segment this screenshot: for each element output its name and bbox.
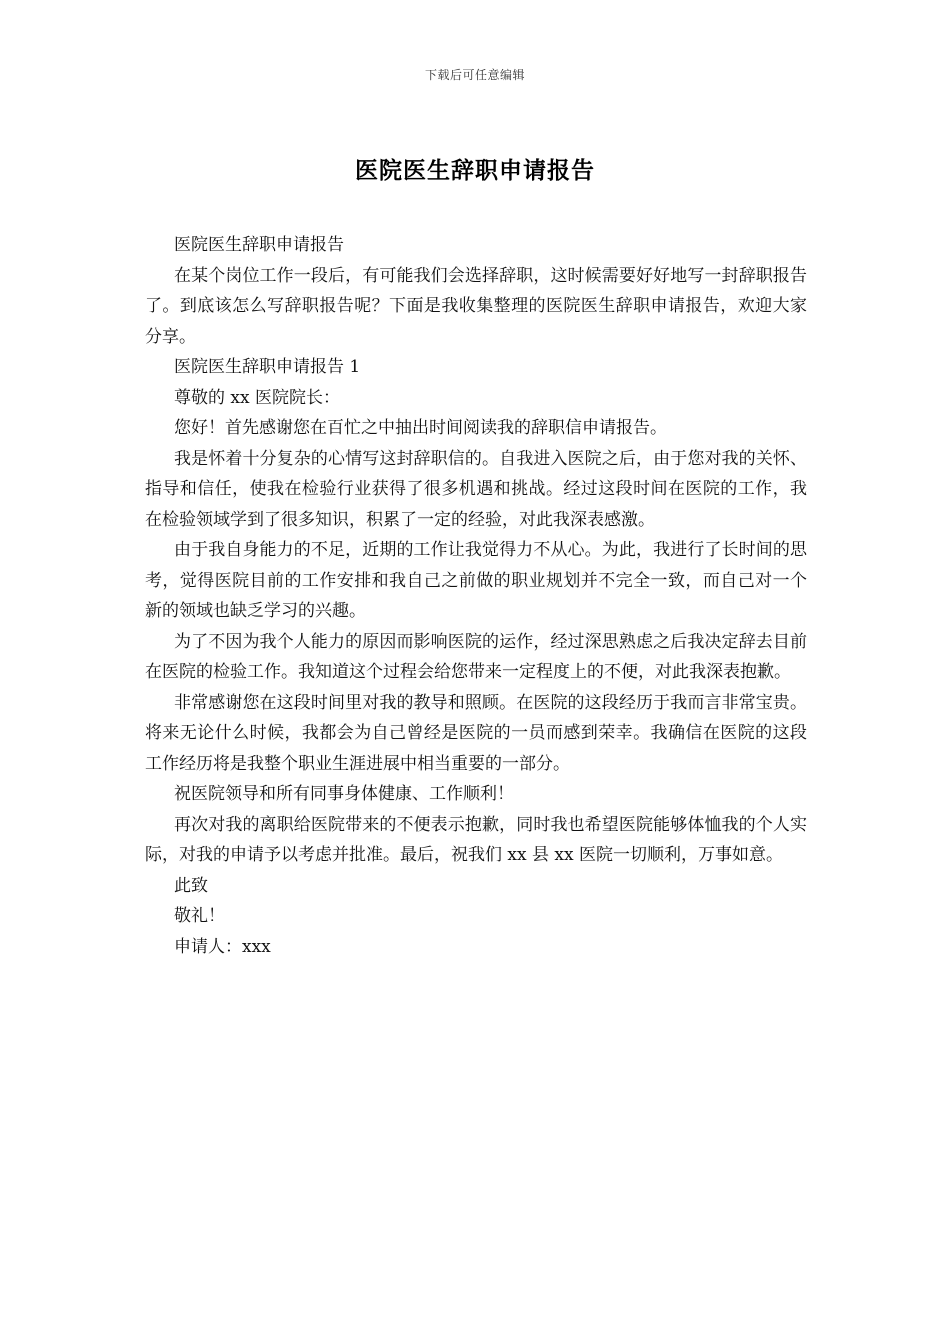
paragraph: 此致 <box>174 875 208 896</box>
paragraph: 敬礼！ <box>174 906 225 926</box>
paragraph: 您好！首先感谢您在百忙之中抽出时间阅读我的辞职信申请报告。 <box>174 418 667 438</box>
paragraph: 在某个岗位工作一段后，有可能我们会选择辞职，这时候需要好好地写一封辞职报告了。到底该怎么写辞职报告呢？下面是我收集整理的医院医生辞职申请报告，欢迎大家分享。 <box>145 265 807 347</box>
paragraph: 非常感谢您在这段时间里对我的教导和照顾。在医院的这段经历于我而言非常宝贵。将来无论什么时候，我都会为自己曾经是医院的一员而感到荣幸。我确信在医院的这段工作经历将是我整个职业生涯进展中相当重要的一部分。 <box>145 692 807 774</box>
paragraph: 医院医生辞职申请报告 1 <box>174 357 361 377</box>
paragraph: 我是怀着十分复杂的心情写这封辞职信的。自我进入医院之后，由于您对我的关怀、指导和信任，使我在检验行业获得了很多机遇和挑战。经过这段时间在医院的工作，我在检验领域学到了很多知识，积累了一定的经验，对此我深表感激。 <box>145 448 807 530</box>
document-body <box>145 230 807 962</box>
header-note: 下载后可任意编辑 <box>424 68 525 82</box>
paragraph: 医院医生辞职申请报告 <box>174 235 344 255</box>
paragraph: 再次对我的离职给医院带来的不便表示抱歉，同时我也希望医院能够体恤我的个人实际，对我的申请予以考虑并批准。最后，祝我们 xx 县 xx 医院一切顺利，万事如意。 <box>145 814 807 865</box>
document-title: 医院医生辞职申请报告 <box>355 157 595 184</box>
paragraph: 申请人：xxx <box>174 936 271 957</box>
paragraph: 由于我自身能力的不足，近期的工作让我觉得力不从心。为此，我进行了长时间的思考，觉得医院目前的工作安排和我自己之前做的职业规划并不完全一致，而自己对一个新的领域也缺乏学习的兴趣。 <box>145 540 807 621</box>
paragraph: 为了不因为我个人能力的原因而影响医院的运作，经过深思熟虑之后我决定辞去目前在医院的检验工作。我知道这个过程会给您带来一定程度上的不便，对此我深表抱歉。 <box>145 631 807 682</box>
paragraph: 祝医院领导和所有同事身体健康、工作顺利！ <box>174 784 514 804</box>
paragraph: 尊敬的 xx 医院院长： <box>174 387 340 408</box>
